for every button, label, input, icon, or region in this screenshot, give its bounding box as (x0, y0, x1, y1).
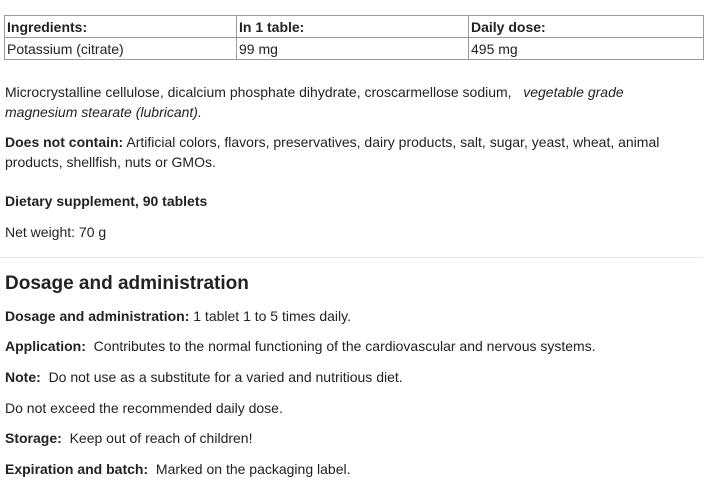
application-text: Contributes to the normal functioning of the cardiovascular and nervous systems. (93, 338, 596, 354)
other-ingredients (5, 82, 695, 122)
supplement-line: Dietary supplement, 90 tablets (5, 193, 208, 209)
header-ingredients: Ingredients: (5, 16, 237, 38)
does-not-contain (5, 132, 695, 172)
storage-text: Keep out of reach of children! (69, 430, 253, 446)
other-ingredients-text: Microcrystalline cellulose, dicalcium phosphate dihydrate, croscarmellose sodium, (5, 84, 512, 100)
cell-daily-dose: 495 mg (469, 38, 704, 60)
other-ingredients-italic: vegetable grade magnesium stearate (lubricant). (5, 84, 624, 120)
net-weight: Net weight: 70 g (5, 224, 107, 240)
application-label: Application: (5, 338, 86, 354)
warning-line: Do not exceed the recommended daily dose. (5, 400, 283, 416)
expiration-label: Expiration and batch: (5, 461, 149, 477)
header-per-tablet: In 1 table: (237, 16, 469, 38)
cell-per-tablet: 99 mg (237, 38, 469, 60)
section-heading: Dosage and administration (5, 273, 249, 294)
storage-label: Storage: (5, 430, 62, 446)
note-text: Do not use as a substitute for a varied and nutritious diet. (48, 369, 403, 385)
dosage-line (5, 306, 695, 326)
note-line (5, 367, 695, 387)
expiration-line (5, 459, 695, 479)
ingredients-table (4, 15, 704, 60)
storage-line (5, 428, 695, 448)
does-not-contain-text: Artificial colors, flavors, preservatives, dairy products, salt, sugar, yeast, wheat, animal products, shellfish, nuts or GMOs. (5, 134, 660, 170)
does-not-contain-label: Does not contain: (5, 134, 124, 150)
expiration-text: Marked on the packaging label. (155, 461, 351, 477)
dosage-text: 1 tablet 1 to 5 times daily. (193, 308, 351, 324)
application-line (5, 336, 695, 356)
table-header-row (5, 16, 704, 38)
note-label: Note: (5, 369, 41, 385)
dosage-label: Dosage and administration: (5, 308, 190, 324)
section-divider (0, 257, 703, 258)
table-row (5, 38, 704, 60)
cell-ingredient: Potassium (citrate) (5, 38, 237, 60)
header-daily-dose: Daily dose: (469, 16, 704, 38)
